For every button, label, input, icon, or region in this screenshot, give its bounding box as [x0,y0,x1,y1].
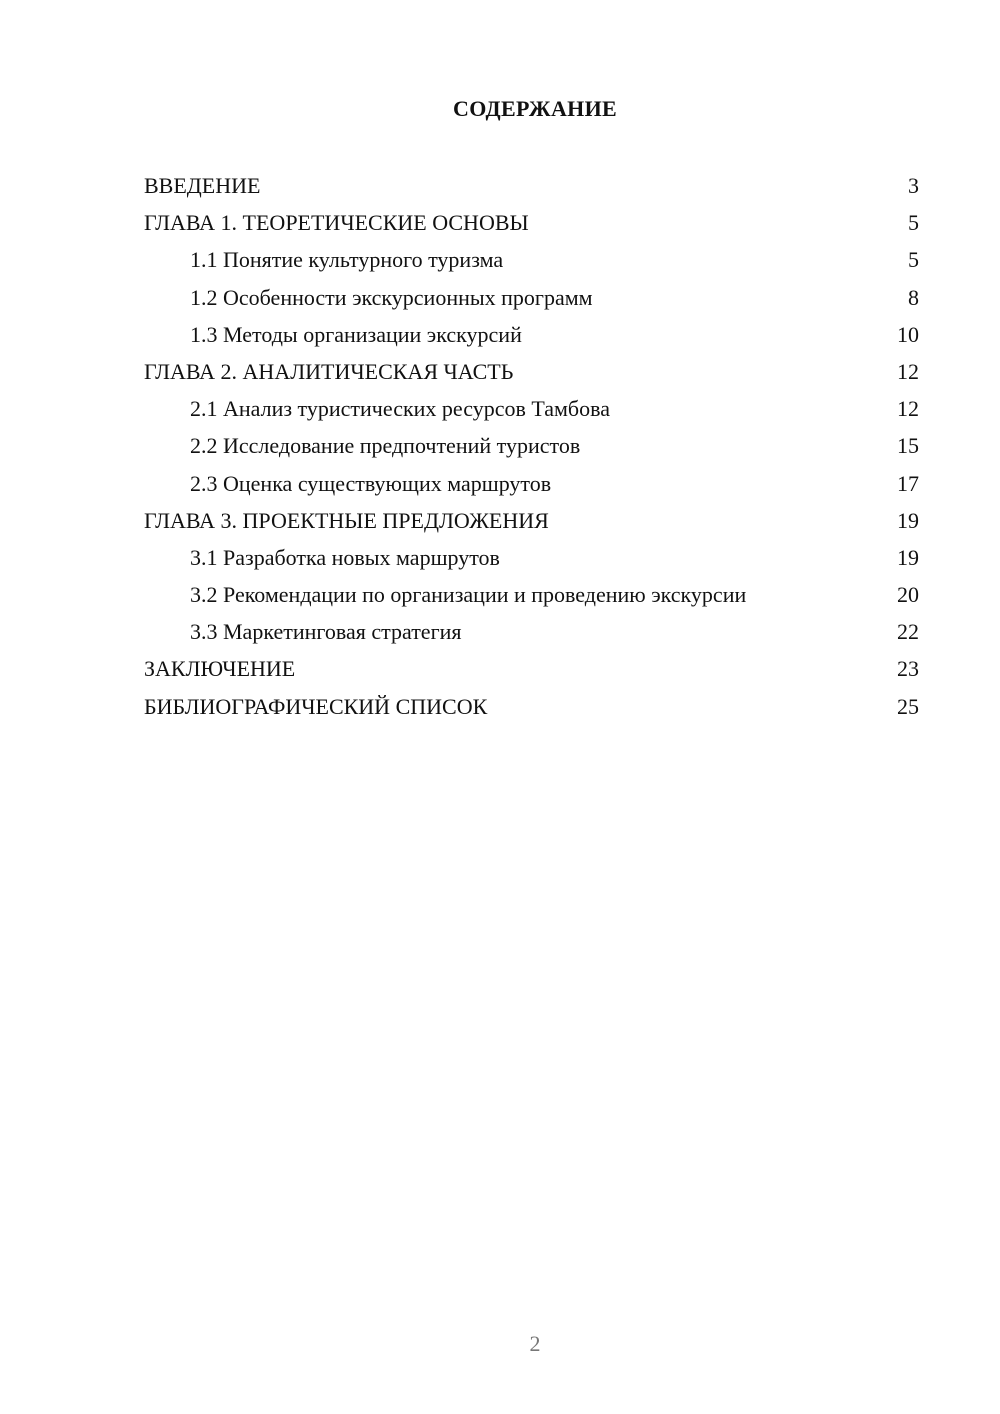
toc-section-entry[interactable] [144,241,919,278]
toc-entry-page: 8 [908,284,919,310]
toc-entry-label: ВВЕДЕНИЕ [144,173,261,198]
toc-section-entry[interactable] [144,316,919,353]
toc-entry-page: 23 [897,656,919,682]
toc-section-entry[interactable] [144,465,919,502]
toc-chapter-entry[interactable] [144,650,919,687]
toc-entry-label: 2.1 Анализ туристических ресурсов Тамбова [190,396,610,422]
toc-chapter-entry[interactable] [144,167,919,204]
toc-entry-page: 17 [897,470,919,496]
toc-chapter-entry[interactable] [144,353,919,390]
toc-entry-label: 1.1 Понятие культурного туризма [190,247,504,273]
toc-entry-page: 25 [897,693,919,719]
toc-entry-page: 5 [908,247,919,273]
toc-entry-label: 3.1 Разработка новых маршрутов [190,544,500,570]
toc-entry-label: 2.3 Оценка существующих маршрутов [190,470,552,496]
toc-entry-page: 12 [897,396,919,422]
toc-entry-label: 1.2 Особенности экскурсионных программ [190,284,593,310]
toc-entry-label: ГЛАВА 3. ПРОЕКТНЫЕ ПРЕДЛОЖЕНИЯ [144,507,549,533]
toc-entry-page: 19 [897,507,919,533]
toc-section-entry[interactable] [144,539,919,576]
toc-entry-page: 20 [897,582,919,608]
toc-entry-label: БИБЛИОГРАФИЧЕСКИЙ СПИСОК [144,693,488,719]
toc-section-entry[interactable] [144,279,919,316]
toc-section-entry[interactable] [144,613,919,650]
toc-chapter-entry[interactable] [144,204,919,241]
toc-entry-page: 15 [897,433,919,459]
toc-section-entry[interactable] [144,427,919,464]
toc-entry-page: 12 [897,358,919,384]
toc-entry-label: ГЛАВА 1. ТЕОРЕТИЧЕСКИЕ ОСНОВЫ [144,210,529,236]
toc-entry-label: 3.2 Рекомендации по организации и проведению экскурсии [190,582,747,608]
toc-entry-label: ГЛАВА 2. АНАЛИТИЧЕСКАЯ ЧАСТЬ [144,358,514,384]
toc-entry-label: ЗАКЛЮЧЕНИЕ [144,656,296,682]
page-number: 2 [529,1331,541,1356]
toc-chapter-entry[interactable] [144,502,919,539]
toc-section-entry[interactable] [144,390,919,427]
table-of-contents [144,167,919,725]
toc-entry-page: 22 [897,619,919,645]
toc-entry-page: 3 [908,173,919,198]
toc-entry-page: 19 [897,544,919,570]
page-title: СОДЕРЖАНИЕ [453,96,617,121]
toc-entry-label: 3.3 Маркетинговая стратегия [190,619,462,645]
toc-entry-label: 2.2 Исследование предпочтений туристов [190,433,581,459]
toc-chapter-entry[interactable] [144,688,919,725]
toc-entry-label: 1.3 Методы организации экскурсий [190,321,522,347]
toc-entry-page: 5 [908,210,919,236]
toc-section-entry[interactable] [144,576,919,613]
toc-entry-page: 10 [897,321,919,347]
